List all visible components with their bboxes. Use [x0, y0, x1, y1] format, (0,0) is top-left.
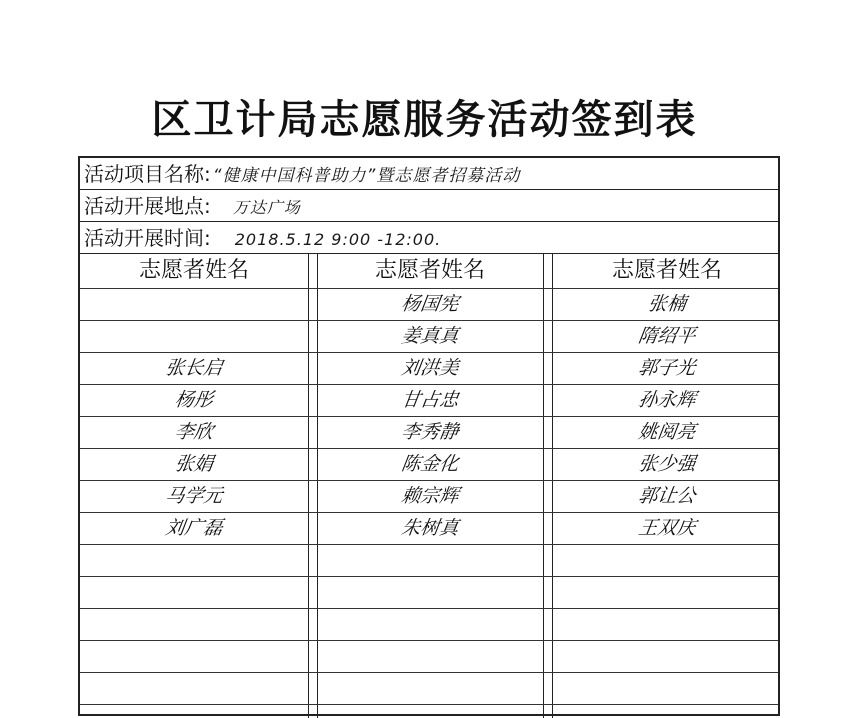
- volunteer-signature: 杨国宪: [399, 293, 461, 315]
- sign-in-sheet: [78, 156, 780, 716]
- time-value: 2018.5.12 9:00 -12:00.: [234, 230, 442, 249]
- volunteer-signature: 孙永辉: [636, 389, 698, 411]
- row-divider: [80, 608, 778, 609]
- page-title: 区卫计局志愿服务活动签到表: [151, 96, 698, 143]
- location-label: 活动开展地点:: [84, 194, 211, 218]
- info-row-project: [80, 158, 778, 190]
- volunteer-signature: 赖宗辉: [399, 485, 461, 507]
- volunteer-signature: 马学元: [163, 485, 225, 507]
- column-header: 志愿者姓名: [611, 258, 722, 283]
- volunteer-signature: 朱树真: [399, 517, 461, 539]
- row-divider: [80, 576, 778, 577]
- signature-table: [80, 254, 778, 718]
- time-label: 活动开展时间:: [84, 226, 211, 250]
- info-row-location: [80, 190, 778, 222]
- volunteer-signature: 张娟: [173, 453, 215, 475]
- project-label: 活动项目名称:: [84, 162, 211, 186]
- volunteer-signature: 甘占忠: [399, 389, 461, 411]
- volunteer-signature: 张楠: [646, 293, 688, 315]
- volunteer-signature: 张长启: [163, 357, 225, 379]
- volunteer-signature: 姚阅亮: [636, 421, 698, 443]
- volunteer-signature: 陈金化: [399, 453, 461, 475]
- volunteer-signature: 杨彤: [173, 389, 215, 411]
- row-divider: [80, 704, 778, 705]
- volunteer-signature: 李欣: [173, 421, 215, 443]
- row-divider: [80, 640, 778, 641]
- volunteer-signature: 刘洪美: [399, 357, 461, 379]
- volunteer-signature: 李秀静: [399, 421, 461, 443]
- row-divider: [80, 544, 778, 545]
- volunteer-signature: 刘广磊: [163, 517, 225, 539]
- volunteer-signature: 郭让公: [636, 485, 698, 507]
- volunteer-signature: 郭子光: [636, 357, 698, 379]
- volunteer-signature: 隋绍平: [636, 325, 698, 347]
- info-row-time: [80, 222, 778, 254]
- location-value: 万达广场: [232, 198, 301, 217]
- row-divider: [80, 672, 778, 673]
- column-header: 志愿者姓名: [138, 258, 249, 283]
- volunteer-signature: 张少强: [636, 453, 698, 475]
- project-value: “健康中国科普助力”暨志愿者招募活动: [212, 166, 521, 186]
- column-header: 志愿者姓名: [374, 258, 485, 283]
- volunteer-signature: 王双庆: [636, 517, 698, 539]
- volunteer-signature: 姜真真: [399, 325, 461, 347]
